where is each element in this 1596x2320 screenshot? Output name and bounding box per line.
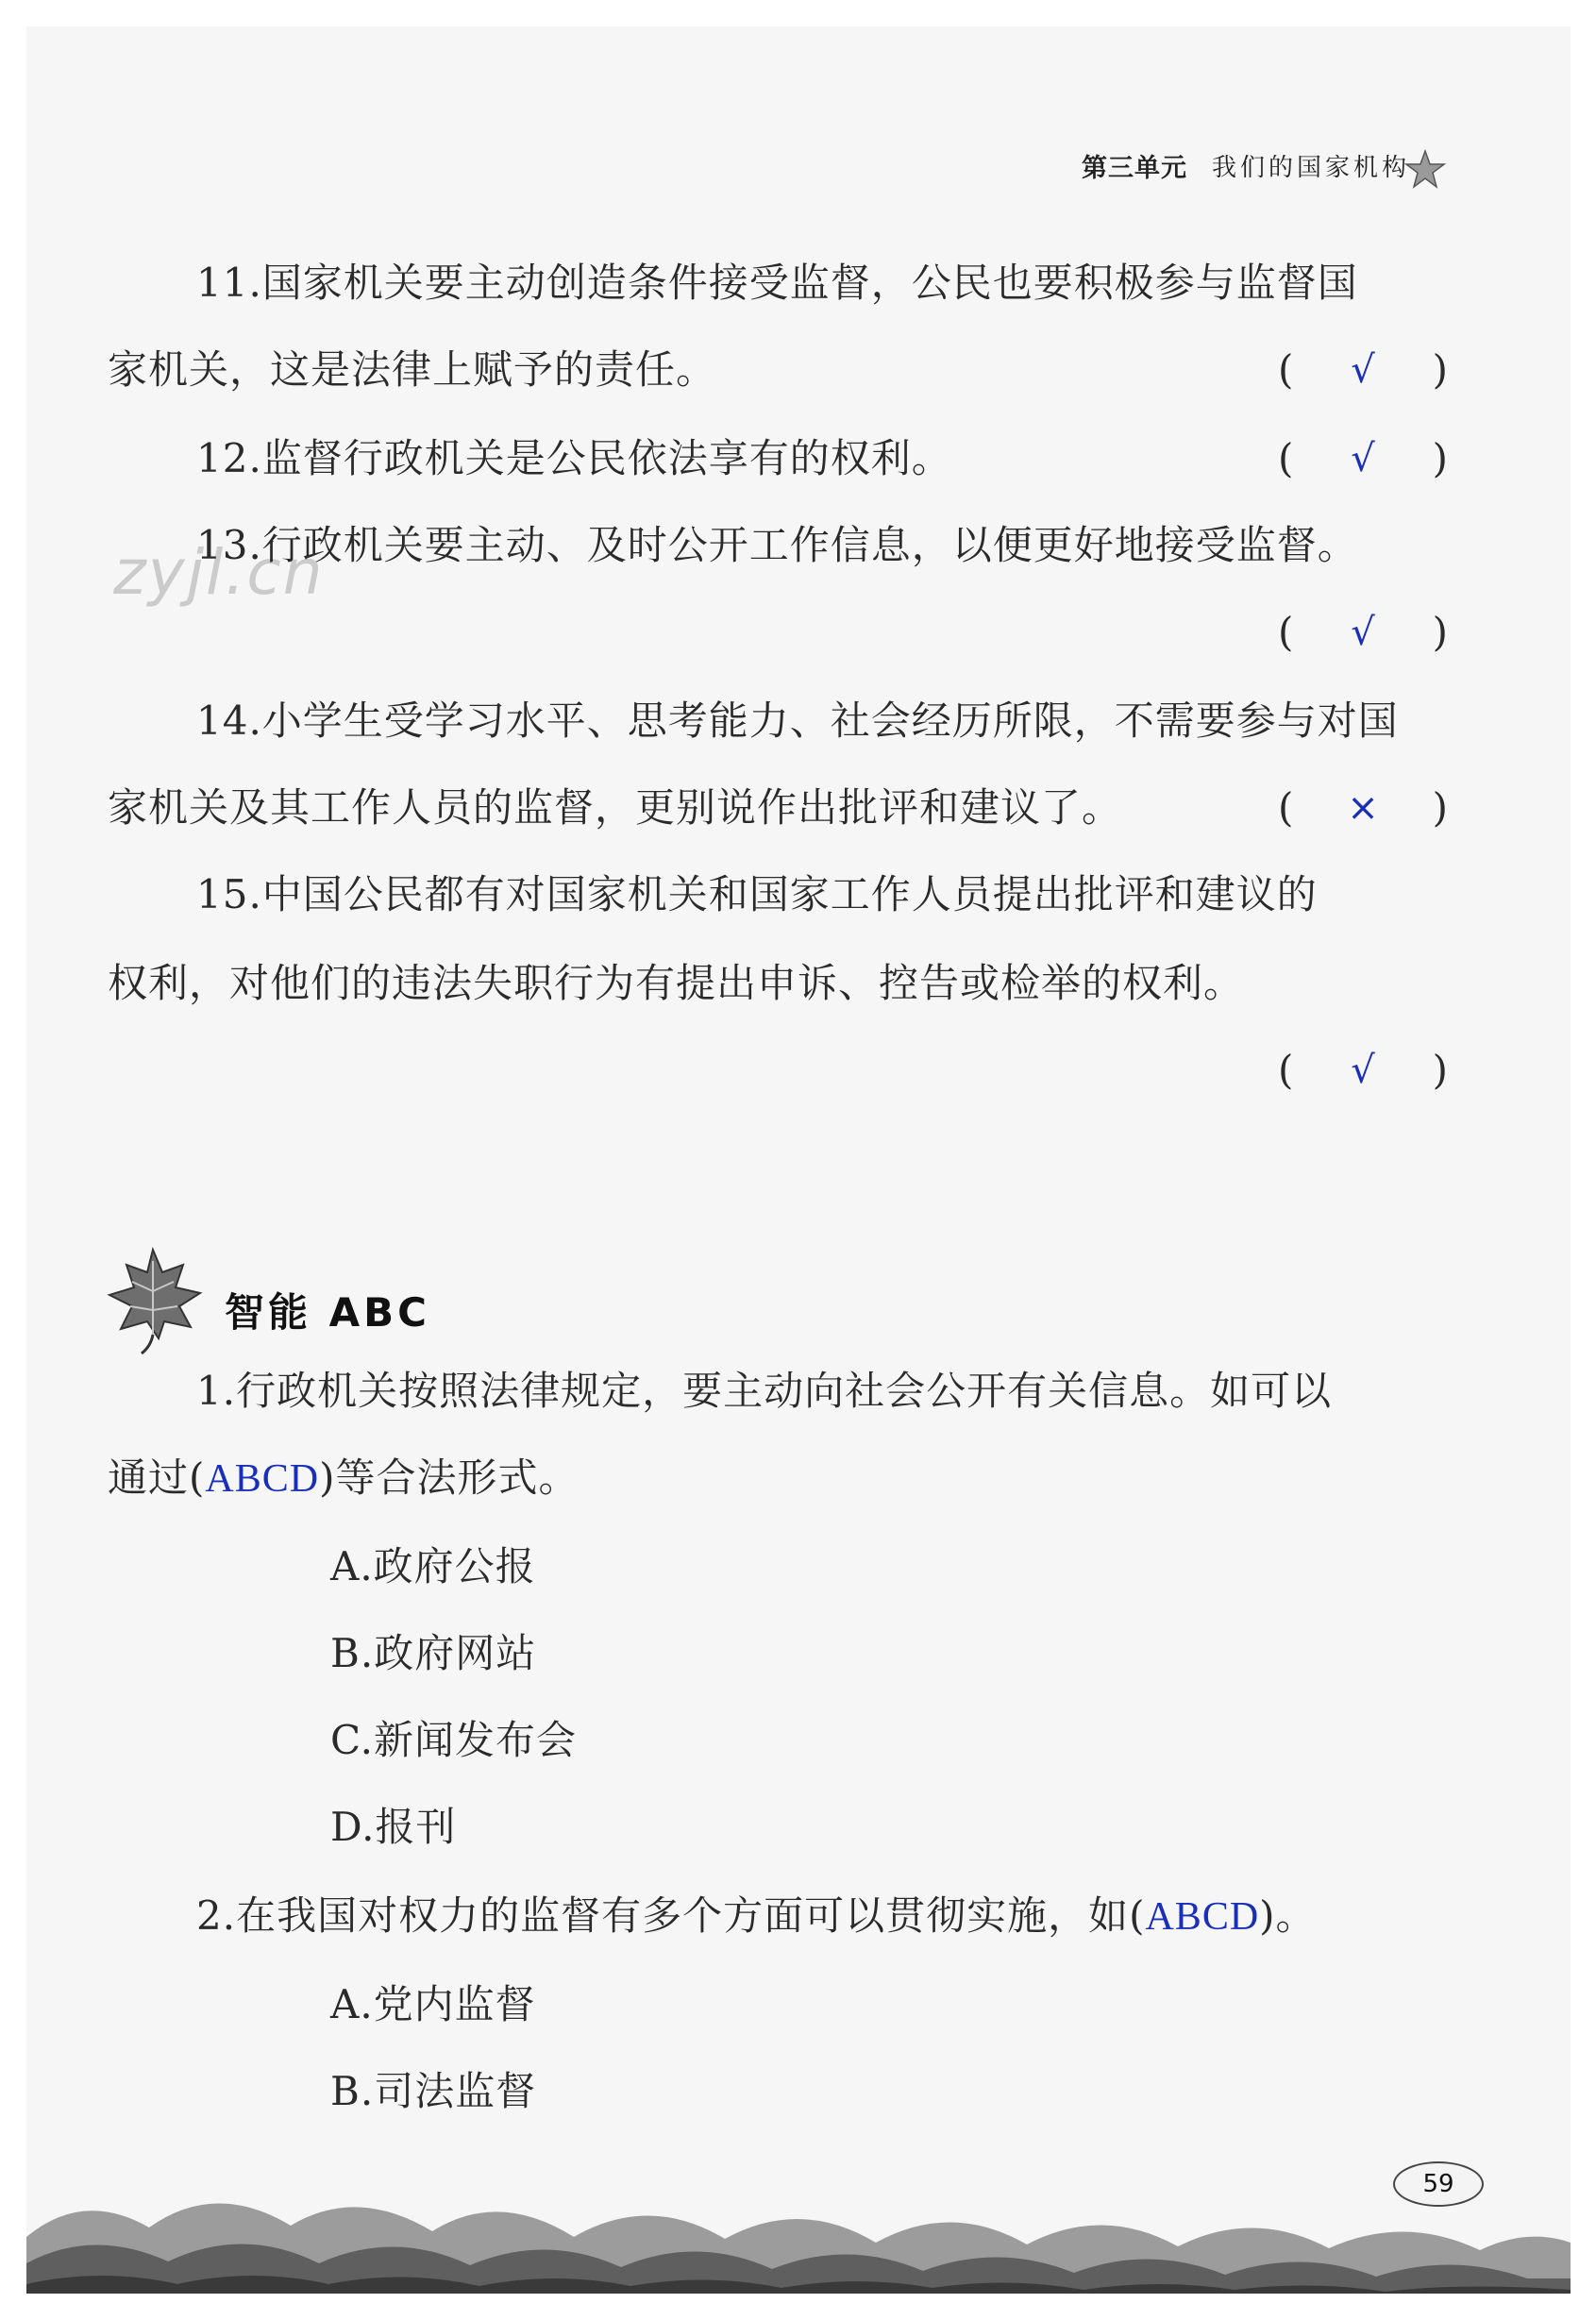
right-paren: )	[1432, 435, 1448, 481]
abc-q2-option-a: A.党内监督	[330, 1981, 536, 2027]
abc-q2-option-b: B.司法监督	[330, 2068, 537, 2114]
abc-q1-option-d: D.报刊	[330, 1804, 457, 1850]
left-paren: (	[1278, 1047, 1294, 1093]
answer-box-11	[1278, 344, 1448, 396]
abc-question-1-line-1: 1.行政机关按照法律规定，要主动向社会公开有关信息。如可以	[196, 1368, 1333, 1414]
right-paren: )	[1432, 1047, 1448, 1093]
textbook-page	[26, 26, 1571, 2294]
watermark: zyjl.cn	[113, 536, 325, 609]
left-paren: (	[1278, 346, 1294, 393]
right-paren: )	[1432, 609, 1448, 655]
left-paren: (	[1278, 784, 1294, 831]
answer-box-12	[1278, 432, 1448, 485]
answer-mark-14: ×	[1347, 786, 1379, 830]
section-title: 智能 ABC	[225, 1289, 430, 1336]
question-13-line-1: 13.行政机关要主动、及时公开工作信息，以便更好地接受监督。	[196, 522, 1358, 568]
leaf-icon	[104, 1244, 208, 1355]
unit-title: 我们的国家机构	[1211, 154, 1410, 182]
question-14-line-2: 家机关及其工作人员的监督，更别说作出批评和建议了。	[108, 784, 1123, 831]
answer-text: ABCD	[205, 1457, 320, 1501]
answer-mark-11: √	[1351, 348, 1375, 392]
abc-q1-option-c: C.新闻发布会	[330, 1717, 577, 1763]
stem-post: )。	[1259, 1892, 1317, 1939]
page-header	[1082, 147, 1410, 184]
answer-box-13	[1278, 606, 1448, 659]
stem-pre: 通过(	[108, 1454, 206, 1501]
stem-pre: 2.在我国对权力的监督有多个方面可以贯彻实施，如(	[196, 1892, 1146, 1939]
page-number: 59	[1393, 2161, 1484, 2207]
answer-box-14	[1278, 782, 1448, 834]
star-icon	[1404, 149, 1446, 189]
footer-wave-decoration	[26, 2152, 1571, 2294]
left-paren: (	[1278, 435, 1294, 481]
question-11-line-2: 家机关，这是法律上赋予的责任。	[108, 346, 717, 393]
answer-mark-12: √	[1351, 437, 1375, 480]
right-paren: )	[1432, 784, 1448, 831]
answer-mark-13: √	[1351, 611, 1375, 654]
question-14-line-1: 14.小学生受学习水平、思考能力、社会经历所限，不需要参与对国	[196, 698, 1399, 744]
question-15-line-1: 15.中国公民都有对国家机关和国家工作人员提出批评和建议的	[196, 871, 1318, 917]
question-11-line-1: 11.国家机关要主动创造条件接受监督，公民也要积极参与监督国	[196, 260, 1358, 306]
question-12-line-1: 12.监督行政机关是公民依法享有的权利。	[196, 435, 952, 481]
right-paren: )	[1432, 346, 1448, 393]
answer-mark-15: √	[1351, 1049, 1375, 1092]
left-paren: (	[1278, 609, 1294, 655]
answer-text: ABCD	[1145, 1895, 1260, 1939]
answer-box-15	[1278, 1044, 1448, 1097]
stem-post: )等合法形式。	[319, 1454, 580, 1501]
abc-question-2-line-1	[108, 1890, 1467, 1943]
unit-label: 第三单元	[1081, 154, 1187, 183]
question-15-line-2: 权利，对他们的违法失职行为有提出申诉、控告或检举的权利。	[108, 960, 1245, 1006]
section-header	[104, 1244, 430, 1355]
abc-question-1-line-2	[108, 1452, 1467, 1505]
abc-q1-option-a: A.政府公报	[330, 1543, 536, 1589]
abc-q1-option-b: B.政府网站	[330, 1630, 537, 1676]
